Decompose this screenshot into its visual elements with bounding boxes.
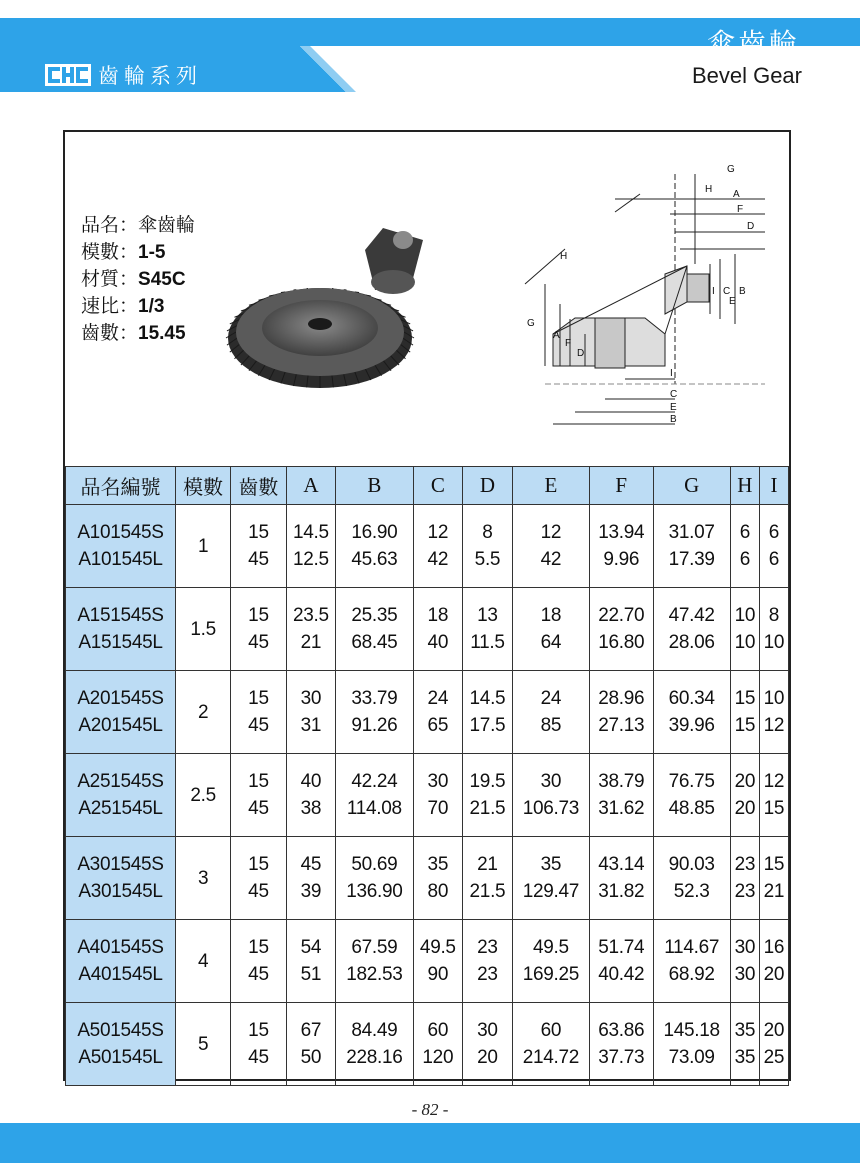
cell-value: 31.07 <box>668 522 715 543</box>
value-cell-g <box>653 588 730 671</box>
cell-value: 16.90 <box>351 522 398 543</box>
cell-value: 49.5 <box>533 937 569 958</box>
info-name: 品名：傘齒輪 <box>81 214 196 236</box>
value-cell-teeth <box>231 754 286 837</box>
value-cell-e <box>512 837 589 920</box>
value-cell-h <box>730 671 759 754</box>
module-cell: 1.5 <box>176 588 231 671</box>
part-code: A251545L <box>78 798 163 819</box>
cell-value: 12 <box>540 522 562 543</box>
cell-value: 31.62 <box>598 798 645 819</box>
label-h-gear: H <box>560 251 568 262</box>
value-cell-e <box>512 505 589 588</box>
info-teeth: 齒數：15.45 <box>81 322 186 344</box>
cell-value: 50.69 <box>351 854 398 875</box>
cell-value: 33.79 <box>351 688 398 709</box>
cell-value: 40.42 <box>598 964 645 985</box>
value-cell-g <box>653 1003 730 1086</box>
cell-value: 80 <box>427 881 449 902</box>
cell-value: 45 <box>248 964 269 985</box>
cell-value: 42.24 <box>351 771 398 792</box>
cell-value: 15 <box>248 771 269 792</box>
cell-value: 6 <box>739 549 750 570</box>
label-f-side: F <box>565 338 572 349</box>
cell-value: 45.63 <box>351 549 398 570</box>
cell-value: 23 <box>734 881 756 902</box>
value-cell-f <box>590 505 653 588</box>
value-cell-h <box>730 505 759 588</box>
cell-value: 15 <box>734 715 756 736</box>
label-h-pinion: H <box>705 184 713 195</box>
cell-value: 91.26 <box>351 715 398 736</box>
value-cell-d <box>463 1003 513 1086</box>
cell-value: 25 <box>763 1047 785 1068</box>
column-header: G <box>653 467 730 505</box>
column-header: C <box>413 467 463 505</box>
cell-value: 60 <box>540 1020 562 1041</box>
value-cell-teeth <box>231 837 286 920</box>
info-module: 模數：1-5 <box>81 241 166 263</box>
label-g-side: G <box>527 318 535 329</box>
product-title-cn: 傘齒輪 <box>706 27 800 60</box>
cell-value: 90 <box>427 964 449 985</box>
value-cell-g <box>653 505 730 588</box>
value-cell-e <box>512 671 589 754</box>
cell-value: 39 <box>300 881 322 902</box>
value-cell-c <box>413 920 463 1003</box>
label-e-pinion: E <box>729 296 736 307</box>
table-header-row <box>66 467 789 505</box>
cell-value: 30 <box>300 688 322 709</box>
cell-value: 10 <box>734 605 756 626</box>
cell-value: 22.70 <box>598 605 645 626</box>
cell-value: 28.96 <box>598 688 645 709</box>
value-cell-b <box>336 671 413 754</box>
value-cell-teeth <box>231 588 286 671</box>
column-header: B <box>336 467 413 505</box>
part-code: A301545L <box>78 881 163 902</box>
part-code: A101545L <box>78 549 163 570</box>
module-cell: 3 <box>176 837 231 920</box>
value-cell-c <box>413 588 463 671</box>
cell-value: 129.47 <box>522 881 580 902</box>
spec-table <box>65 466 789 1086</box>
cell-value: 21.5 <box>469 881 506 902</box>
cell-value: 27.13 <box>598 715 645 736</box>
value-cell-h <box>730 588 759 671</box>
label-i-pinion: I <box>712 286 715 297</box>
cell-value: 5.5 <box>474 549 501 570</box>
cell-value: 214.72 <box>522 1047 580 1068</box>
value-cell-h <box>730 837 759 920</box>
part-code: A301545S <box>77 854 164 875</box>
cell-value: 23 <box>477 937 498 958</box>
cell-value: 84.49 <box>351 1020 398 1041</box>
cell-value: 15 <box>248 688 269 709</box>
module-cell: 2.5 <box>176 754 231 837</box>
label-i: I <box>670 368 673 379</box>
value-cell-h <box>730 920 759 1003</box>
cell-value: 21 <box>477 854 498 875</box>
cell-value: 15 <box>248 937 269 958</box>
cell-value: 15 <box>248 1020 269 1041</box>
page-number: - 82 - <box>411 1100 449 1119</box>
cell-value: 20 <box>763 1020 785 1041</box>
cell-value: 43.14 <box>598 854 645 875</box>
value-cell-c <box>413 837 463 920</box>
cell-value: 70 <box>427 798 449 819</box>
value-cell-i <box>759 837 788 920</box>
cell-value: 20 <box>763 964 785 985</box>
part-code-cell <box>66 588 176 671</box>
cell-value: 17.5 <box>469 715 506 736</box>
cell-value: 15 <box>248 522 269 543</box>
cell-value: 51 <box>300 964 322 985</box>
cell-value: 54 <box>300 937 322 958</box>
cell-value: 30 <box>427 771 449 792</box>
label-a-side: A <box>553 330 560 341</box>
cell-value: 18 <box>427 605 449 626</box>
value-cell-g <box>653 837 730 920</box>
label-c: C <box>670 389 678 400</box>
cell-value: 21 <box>763 881 785 902</box>
part-code: A101545S <box>77 522 164 543</box>
value-cell-e <box>512 1003 589 1086</box>
cell-value: 60 <box>427 1020 449 1041</box>
cell-value: 11.5 <box>470 632 505 653</box>
cell-value: 20 <box>477 1047 498 1068</box>
cell-value: 60.34 <box>668 688 715 709</box>
cell-value: 14.5 <box>469 688 506 709</box>
label-d: D <box>747 221 755 232</box>
cell-value: 12.5 <box>293 549 329 570</box>
column-header: A <box>286 467 336 505</box>
value-cell-i <box>759 588 788 671</box>
value-cell-b <box>336 837 413 920</box>
cell-value: 18 <box>540 605 562 626</box>
label-b: B <box>670 414 677 425</box>
part-code-cell <box>66 1003 176 1086</box>
value-cell-f <box>590 588 653 671</box>
value-cell-teeth <box>231 1003 286 1086</box>
cell-value: 73.09 <box>668 1047 715 1068</box>
column-header: D <box>463 467 513 505</box>
cell-value: 15 <box>734 688 756 709</box>
label-b-pinion: B <box>739 286 746 297</box>
cell-value: 15 <box>763 854 785 875</box>
cell-value: 13 <box>477 605 498 626</box>
cell-value: 65 <box>427 715 449 736</box>
value-cell-e <box>512 754 589 837</box>
value-cell-a <box>286 754 336 837</box>
cell-value: 31 <box>300 715 322 736</box>
value-cell-i <box>759 754 788 837</box>
cell-value: 6 <box>768 522 780 543</box>
cell-value: 39.96 <box>668 715 715 736</box>
bevel-gear-photo <box>225 220 455 410</box>
cell-value: 31.82 <box>598 881 645 902</box>
cell-value: 10 <box>734 632 756 653</box>
cell-value: 10 <box>763 632 785 653</box>
value-cell-teeth <box>231 671 286 754</box>
column-header: 模數 <box>176 467 231 505</box>
part-code: A201545S <box>77 688 164 709</box>
cell-value: 42 <box>427 549 449 570</box>
cell-value: 50 <box>300 1047 322 1068</box>
cell-value: 25.35 <box>351 605 398 626</box>
value-cell-f <box>590 1003 653 1086</box>
value-cell-i <box>759 920 788 1003</box>
cell-value: 120 <box>422 1047 454 1068</box>
module-cell: 2 <box>176 671 231 754</box>
cell-value: 40 <box>300 771 322 792</box>
part-code-cell <box>66 920 176 1003</box>
series-title: 齒輪系列 <box>98 64 202 88</box>
module-cell: 4 <box>176 920 231 1003</box>
value-cell-f <box>590 754 653 837</box>
value-cell-f <box>590 920 653 1003</box>
info-ratio: 速比：1/3 <box>81 295 165 317</box>
brand-logo <box>44 60 92 90</box>
value-cell-d <box>463 837 513 920</box>
column-header: H <box>730 467 759 505</box>
cell-value: 63.86 <box>598 1020 645 1041</box>
cell-value: 145.18 <box>663 1020 720 1041</box>
cell-value: 47.42 <box>668 605 715 626</box>
cell-value: 38 <box>300 798 322 819</box>
cell-value: 67.59 <box>351 937 398 958</box>
cell-value: 28.06 <box>668 632 715 653</box>
value-cell-e <box>512 920 589 1003</box>
cell-value: 16.80 <box>598 632 645 653</box>
column-header: 齒數 <box>231 467 286 505</box>
label-g: G <box>727 164 735 175</box>
part-code: A151545L <box>78 632 163 653</box>
table-row <box>66 837 789 920</box>
cell-value: 12 <box>427 522 449 543</box>
value-cell-a <box>286 920 336 1003</box>
dimension-drawing <box>465 154 785 459</box>
cell-value: 12 <box>763 715 785 736</box>
label-a: A <box>733 189 740 200</box>
cell-value: 67 <box>300 1020 322 1041</box>
cell-value: 35 <box>540 854 562 875</box>
part-code: A501545L <box>78 1047 163 1068</box>
value-cell-f <box>590 671 653 754</box>
cell-value: 68.92 <box>668 964 715 985</box>
cell-value: 38.79 <box>598 771 645 792</box>
column-header: F <box>590 467 653 505</box>
value-cell-h <box>730 754 759 837</box>
cell-value: 48.85 <box>668 798 715 819</box>
value-cell-c <box>413 1003 463 1086</box>
cell-value: 14.5 <box>293 522 329 543</box>
product-info <box>81 212 195 347</box>
table-row <box>66 1003 789 1086</box>
cell-value: 37.73 <box>598 1047 645 1068</box>
value-cell-h <box>730 1003 759 1086</box>
cell-value: 35 <box>734 1020 756 1041</box>
value-cell-f <box>590 837 653 920</box>
cell-value: 8 <box>768 605 780 626</box>
cell-value: 8 <box>482 522 493 543</box>
cell-value: 35 <box>427 854 449 875</box>
module-cell: 1 <box>176 505 231 588</box>
value-cell-c <box>413 671 463 754</box>
cell-value: 228.16 <box>346 1047 403 1068</box>
cell-value: 13.94 <box>598 522 645 543</box>
cell-value: 45 <box>248 881 269 902</box>
cell-value: 16 <box>763 937 785 958</box>
cell-value: 85 <box>540 715 562 736</box>
value-cell-i <box>759 671 788 754</box>
cell-value: 23 <box>477 964 498 985</box>
cell-value: 45 <box>248 798 269 819</box>
value-cell-a <box>286 588 336 671</box>
cell-value: 15 <box>248 854 269 875</box>
value-cell-g <box>653 754 730 837</box>
cell-value: 6 <box>768 549 780 570</box>
value-cell-d <box>463 505 513 588</box>
table-row <box>66 505 789 588</box>
value-cell-a <box>286 671 336 754</box>
label-c-pinion: C <box>723 286 731 297</box>
cell-value: 20 <box>734 771 756 792</box>
value-cell-d <box>463 671 513 754</box>
column-header: 品名編號 <box>66 467 176 505</box>
table-row <box>66 588 789 671</box>
cell-value: 6 <box>739 522 750 543</box>
cell-value: 35 <box>734 1047 756 1068</box>
cell-value: 76.75 <box>668 771 715 792</box>
cell-value: 23.5 <box>293 605 329 626</box>
cell-value: 182.53 <box>346 964 403 985</box>
module-cell: 5 <box>176 1003 231 1086</box>
cell-value: 51.74 <box>598 937 645 958</box>
cell-value: 17.39 <box>668 549 715 570</box>
cell-value: 64 <box>540 632 562 653</box>
value-cell-i <box>759 1003 788 1086</box>
value-cell-a <box>286 837 336 920</box>
cell-value: 24 <box>427 688 449 709</box>
label-e: E <box>670 402 677 413</box>
cell-value: 23 <box>734 854 756 875</box>
value-cell-b <box>336 920 413 1003</box>
cell-value: 49.5 <box>419 937 456 958</box>
cell-value: 68.45 <box>351 632 398 653</box>
value-cell-c <box>413 754 463 837</box>
cell-value: 30 <box>734 937 756 958</box>
part-code: A151545S <box>77 605 164 626</box>
part-code: A401545L <box>78 964 163 985</box>
value-cell-d <box>463 920 513 1003</box>
value-cell-teeth <box>231 920 286 1003</box>
product-title-en: Bevel Gear <box>691 63 802 88</box>
value-cell-i <box>759 505 788 588</box>
value-cell-c <box>413 505 463 588</box>
value-cell-b <box>336 588 413 671</box>
part-code: A401545S <box>77 937 164 958</box>
cell-value: 21.5 <box>469 798 506 819</box>
cell-value: 45 <box>248 715 269 736</box>
info-material: 材質：S45C <box>81 268 186 290</box>
table-row <box>66 920 789 1003</box>
product-frame <box>63 130 791 1081</box>
value-cell-a <box>286 1003 336 1086</box>
cell-value: 40 <box>427 632 449 653</box>
part-code: A251545S <box>77 771 164 792</box>
column-header: I <box>759 467 788 505</box>
part-code-cell <box>66 505 176 588</box>
cell-value: 45 <box>248 632 269 653</box>
label-d-side: D <box>577 348 585 359</box>
value-cell-d <box>463 754 513 837</box>
column-header: E <box>512 467 589 505</box>
value-cell-b <box>336 754 413 837</box>
cell-value: 45 <box>248 1047 269 1068</box>
value-cell-e <box>512 588 589 671</box>
cell-value: 20 <box>734 798 756 819</box>
value-cell-b <box>336 1003 413 1086</box>
cell-value: 30 <box>477 1020 498 1041</box>
value-cell-a <box>286 505 336 588</box>
label-f: F <box>737 204 744 215</box>
cell-value: 12 <box>763 771 785 792</box>
part-code-cell <box>66 671 176 754</box>
cell-value: 21 <box>300 632 322 653</box>
value-cell-g <box>653 671 730 754</box>
value-cell-teeth <box>231 505 286 588</box>
part-code-cell <box>66 837 176 920</box>
cell-value: 9.96 <box>603 549 640 570</box>
part-code: A501545S <box>77 1020 164 1041</box>
cell-value: 15 <box>248 605 269 626</box>
cell-value: 30 <box>540 771 562 792</box>
cell-value: 114.08 <box>346 798 402 819</box>
cell-value: 15 <box>763 798 785 819</box>
cell-value: 45 <box>300 854 322 875</box>
footer-band <box>0 1123 860 1163</box>
cell-value: 136.90 <box>346 881 403 902</box>
part-code-cell <box>66 754 176 837</box>
value-cell-g <box>653 920 730 1003</box>
cell-value: 52.3 <box>673 881 710 902</box>
table-row <box>66 754 789 837</box>
cell-value: 24 <box>540 688 562 709</box>
cell-value: 169.25 <box>522 964 580 985</box>
cell-value: 10 <box>763 688 785 709</box>
cell-value: 90.03 <box>668 854 715 875</box>
cell-value: 45 <box>248 549 269 570</box>
cell-value: 114.67 <box>664 937 720 958</box>
cell-value: 19.5 <box>469 771 506 792</box>
cell-value: 30 <box>734 964 756 985</box>
value-cell-b <box>336 505 413 588</box>
cell-value: 42 <box>540 549 562 570</box>
cell-value: 106.73 <box>522 798 580 819</box>
table-row <box>66 671 789 754</box>
value-cell-d <box>463 588 513 671</box>
part-code: A201545L <box>78 715 163 736</box>
